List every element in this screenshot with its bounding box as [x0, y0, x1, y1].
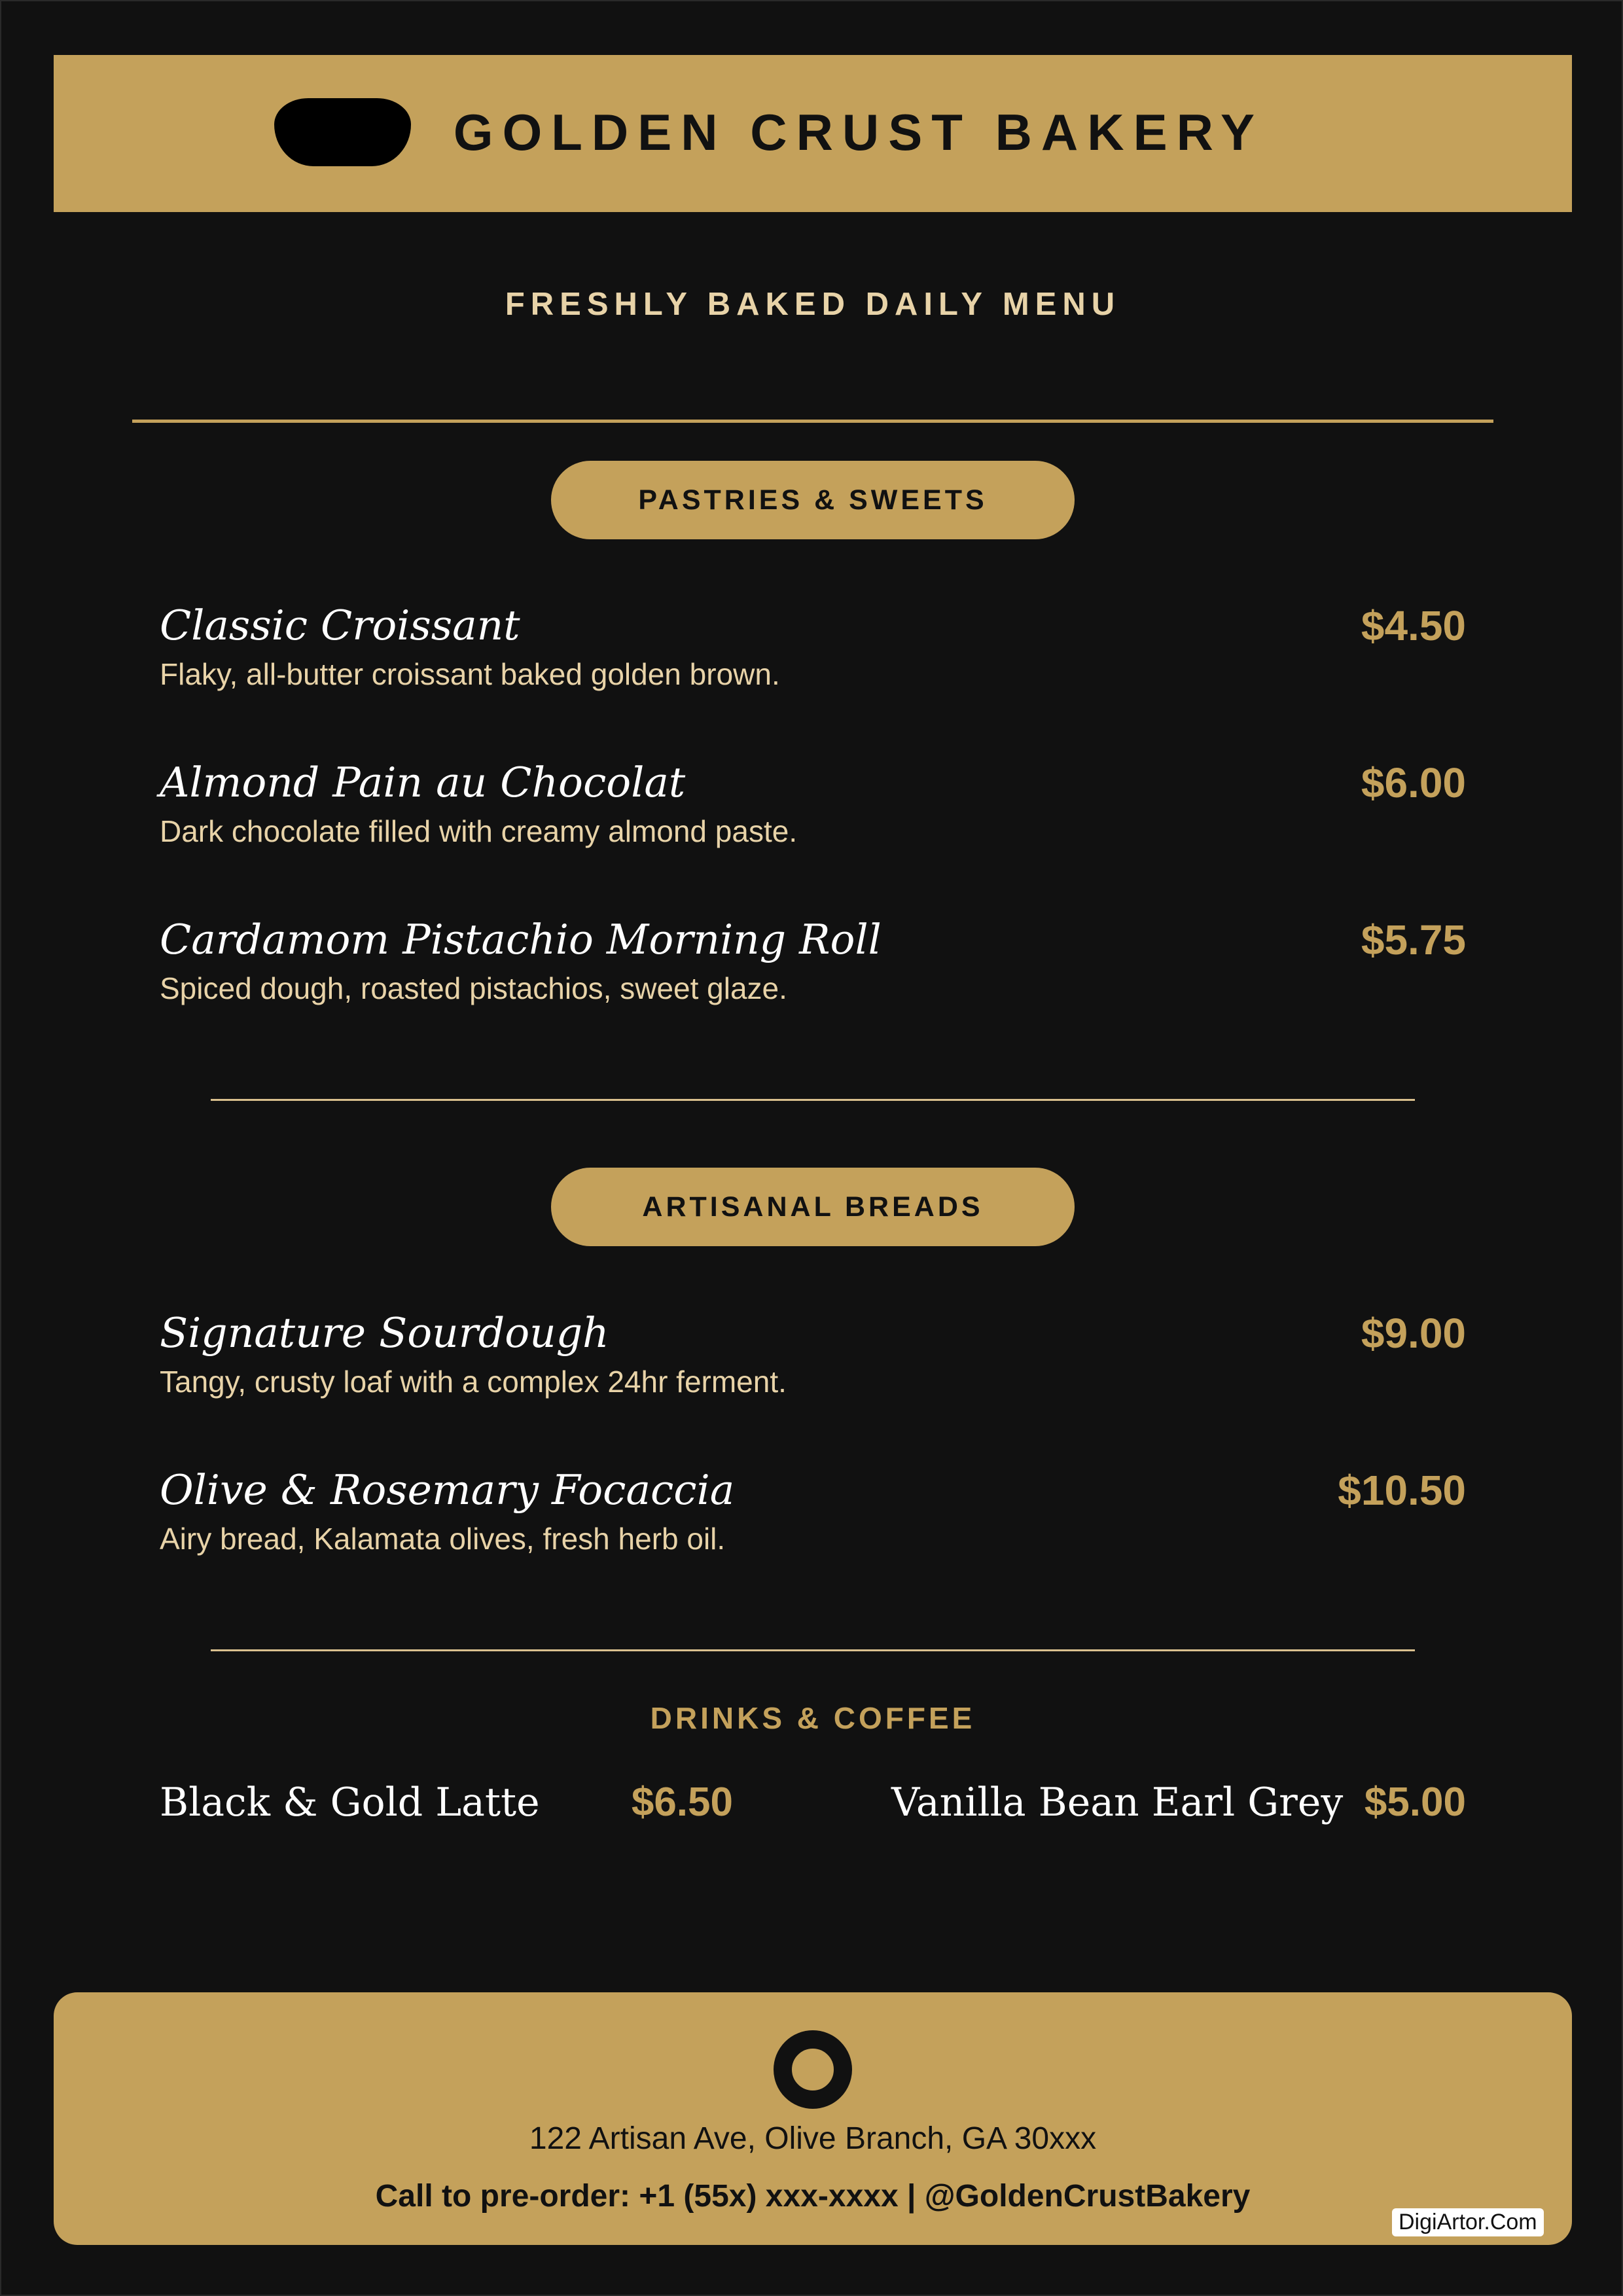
- item-name: Classic Croissant: [160, 601, 520, 649]
- section-heading-drinks: DRINKS & COFFEE: [650, 1701, 976, 1735]
- item-price: $10.50: [1338, 1467, 1466, 1514]
- section-heading-breads: ARTISANAL BREADS: [551, 1168, 1075, 1246]
- item-description: Tangy, crusty loaf with a complex 24hr ferment.: [160, 1365, 787, 1399]
- ring-icon: [774, 2030, 852, 2109]
- drink-name: Vanilla Bean Earl Grey: [891, 1780, 1344, 1825]
- item-description: Flaky, all-butter croissant baked golden brown.: [160, 657, 780, 691]
- footer-panel: [54, 1992, 1572, 2245]
- item-description: Spiced dough, roasted pistachios, sweet glaze.: [160, 971, 787, 1005]
- menu-item: [160, 914, 1466, 1018]
- item-name: Cardamom Pistachio Morning Roll: [160, 916, 882, 963]
- drink-price: $5.00: [1364, 1780, 1466, 1825]
- item-name: Olive & Rosemary Focaccia: [160, 1466, 735, 1514]
- menu-item: [160, 1464, 1466, 1569]
- drink-name: Black & Gold Latte: [160, 1780, 540, 1825]
- item-name: Signature Sourdough: [160, 1309, 609, 1357]
- item-name: Almond Pain au Chocolat: [160, 759, 686, 806]
- footer-address: 122 Artisan Ave, Olive Branch, GA 30xxx: [529, 2121, 1097, 2156]
- item-price: $5.75: [1361, 916, 1466, 963]
- watermark: DigiArtor.Com: [1392, 2208, 1544, 2236]
- footer-contact: Call to pre-order: +1 (55x) xxx-xxxx | @GoldenCrustBakery: [375, 2179, 1251, 2214]
- drink-price: $6.50: [631, 1780, 733, 1825]
- divider: [211, 1099, 1415, 1101]
- section-heading-pastries: PASTRIES & SWEETS: [551, 461, 1075, 539]
- item-price: $9.00: [1361, 1310, 1466, 1357]
- item-description: Dark chocolate filled with creamy almond paste.: [160, 814, 798, 848]
- item-price: $4.50: [1361, 602, 1466, 649]
- divider: [132, 420, 1493, 423]
- menu-item: [160, 1307, 1466, 1412]
- header-banner: [54, 55, 1572, 212]
- divider: [211, 1649, 1415, 1651]
- menu-item: [160, 600, 1466, 704]
- item-description: Airy bread, Kalamata olives, fresh herb oil.: [160, 1522, 726, 1556]
- menu-item: [160, 757, 1466, 861]
- menu-subtitle: FRESHLY BAKED DAILY MENU: [505, 287, 1121, 322]
- item-price: $6.00: [1361, 759, 1466, 806]
- brand-title: GOLDEN CRUST BAKERY: [453, 103, 1264, 161]
